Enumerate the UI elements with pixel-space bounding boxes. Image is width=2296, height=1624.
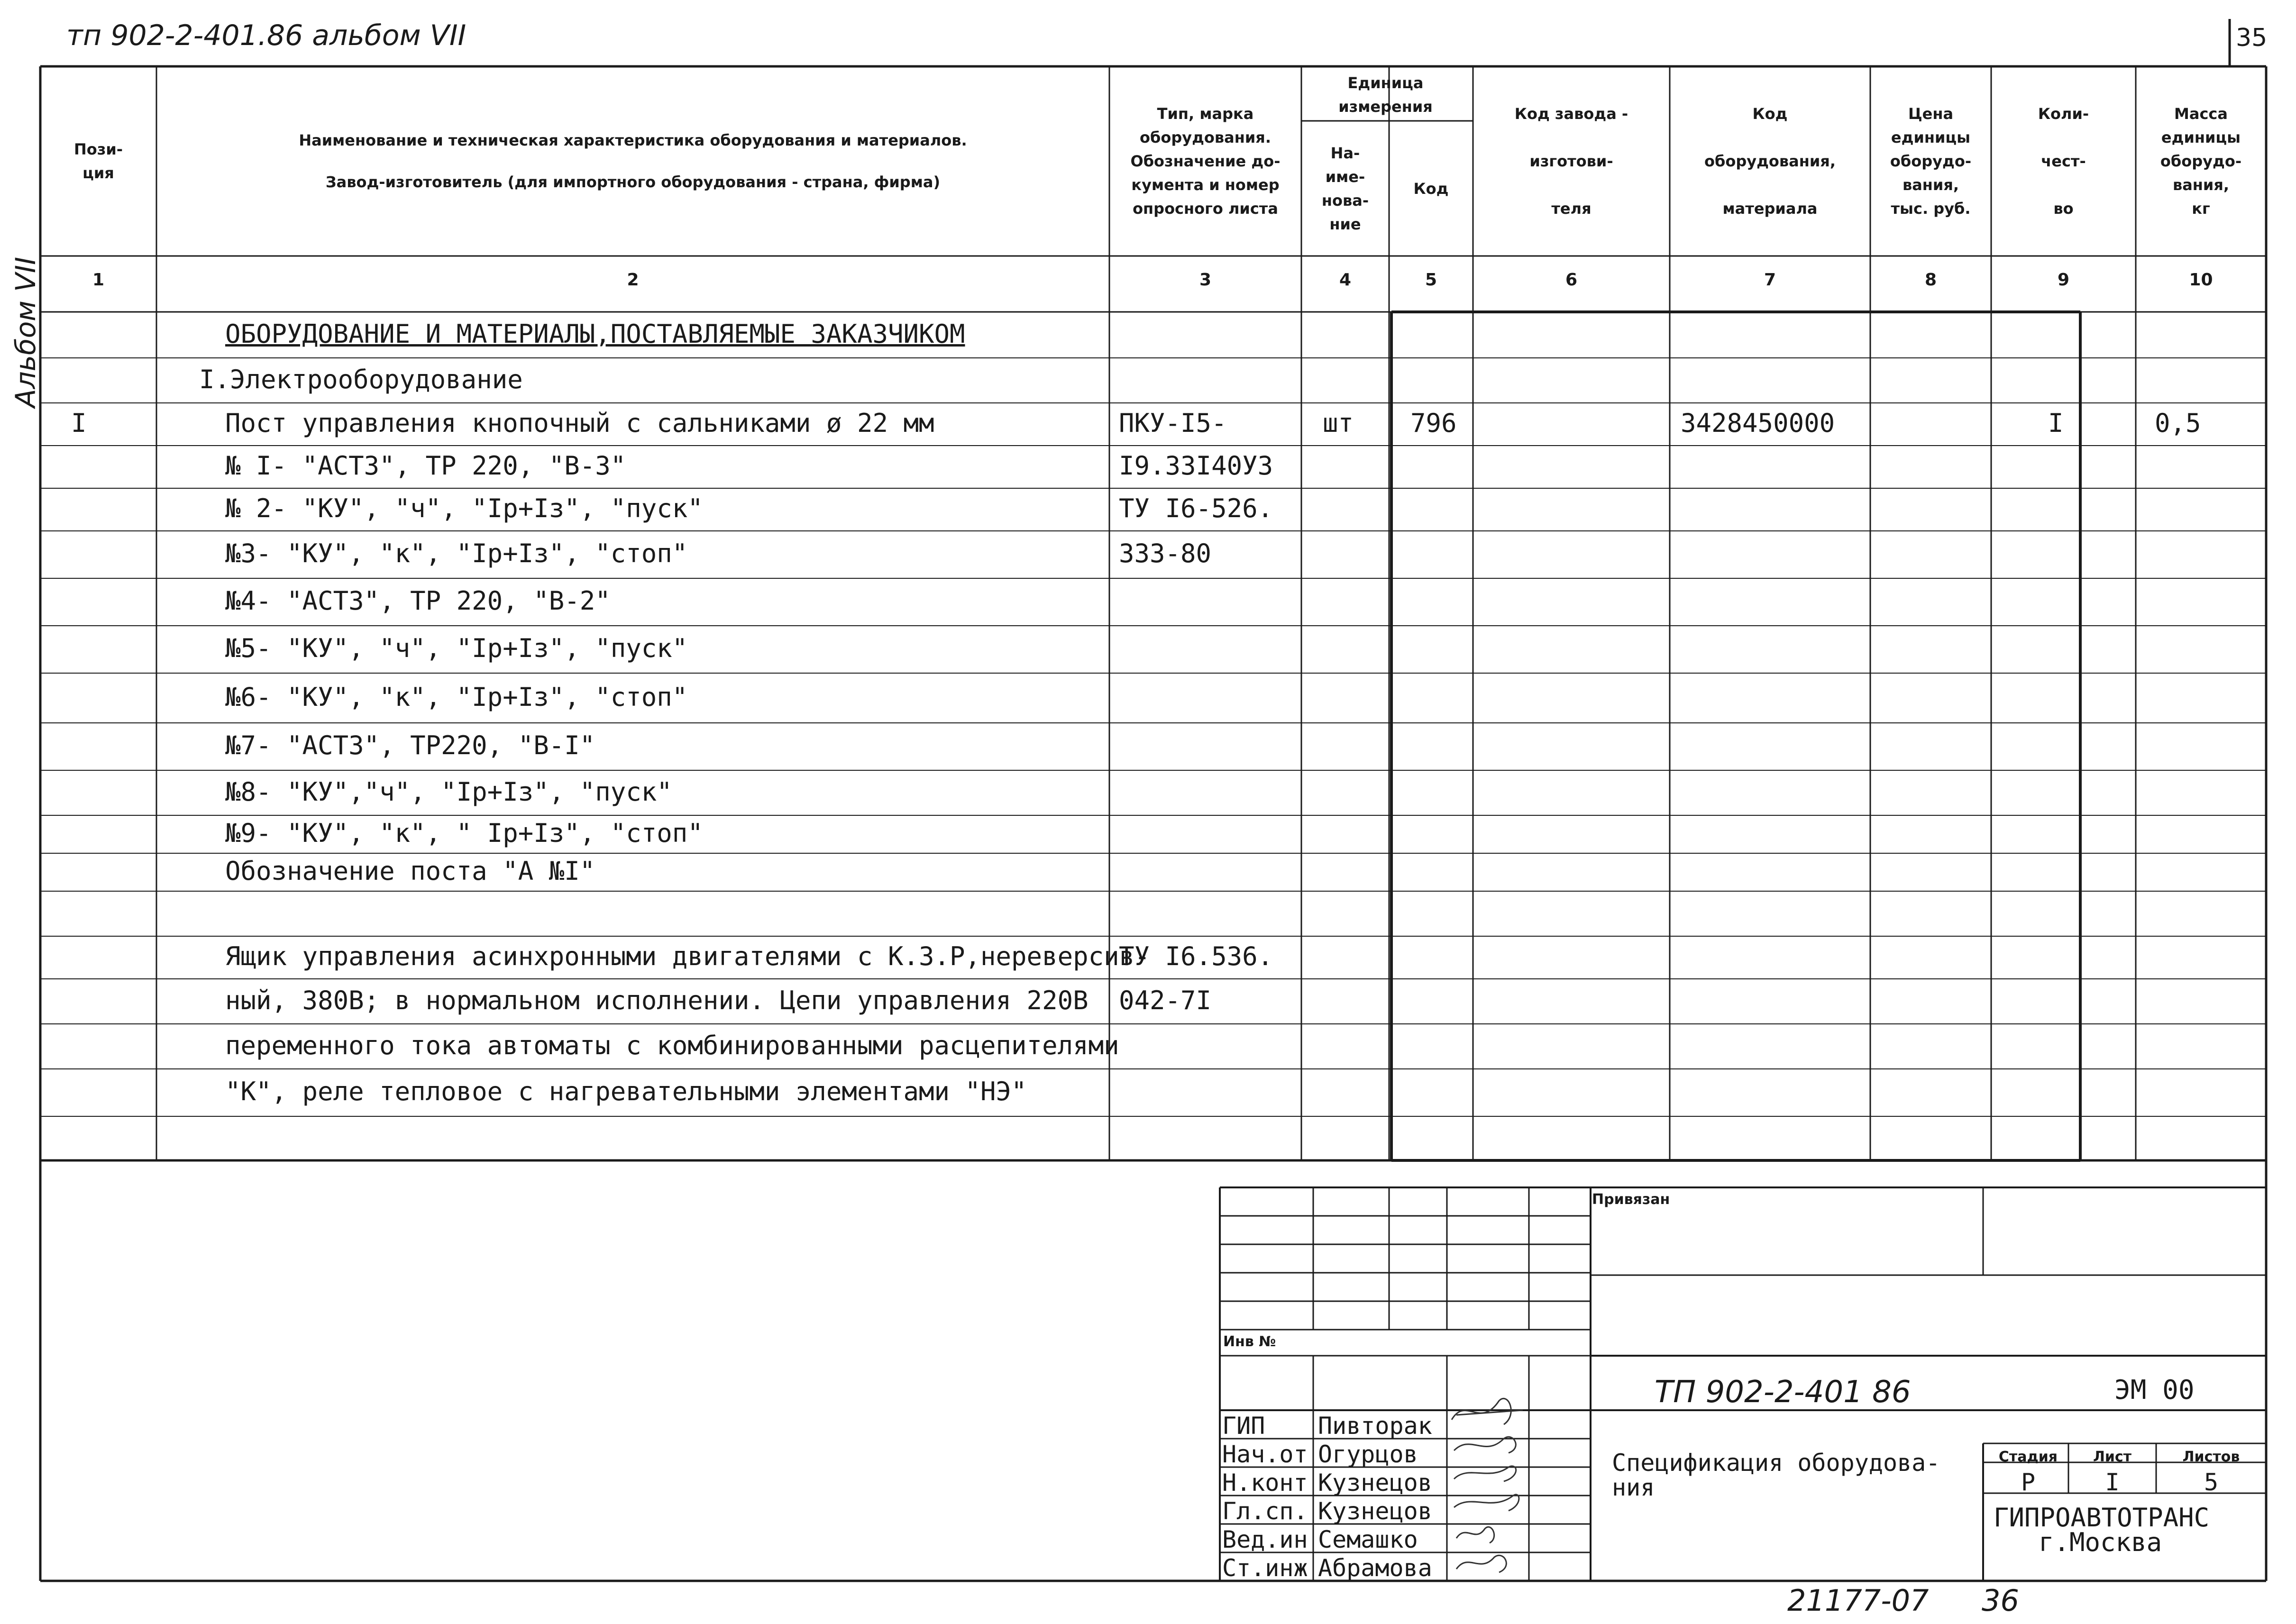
city: г.Москва: [2039, 1527, 2162, 1557]
signature-name: Кузнецов: [1318, 1497, 1432, 1525]
cell-type: 333-80: [1119, 538, 1212, 568]
signature-role: Н.конт: [1222, 1469, 1308, 1496]
cell-type: ПКУ-I5-: [1119, 408, 1227, 438]
column-number-10: 10: [2189, 270, 2213, 290]
cell-type: I9.33I40У3: [1119, 451, 1273, 481]
cell-name: Обозначение поста "А №I": [225, 856, 595, 886]
column-number-4: 4: [1339, 270, 1352, 290]
doc-number: ТП 902-2-401 86: [1655, 1375, 1911, 1410]
signature-role: ГИП: [1222, 1412, 1265, 1440]
table-row: [40, 403, 2266, 446]
cell-qty: I: [2048, 408, 2064, 438]
signature-name: Огурцов: [1318, 1441, 1418, 1468]
table-row: [40, 853, 2266, 891]
page-number: 35: [2236, 24, 2268, 52]
sheets-value: 5: [2204, 1469, 2219, 1496]
cell-name: №6- "КУ", "к", "Iр+Iз", "стоп": [225, 682, 688, 712]
signature-role: Ст.инж: [1222, 1554, 1308, 1582]
column-header-2: Наименование и техническая характеристика оборудования и материалов. Завод-изготовитель (для импортного оборудования - страна, фирма): [299, 131, 967, 191]
cell-name: №5- "КУ", "ч", "Iр+Iз", "пуск": [225, 633, 688, 663]
cell-name: №3- "КУ", "к", "Iр+Iз", "стоп": [225, 538, 688, 568]
cell-name: № 2- "КУ", "ч", "Iр+Iз", "пуск": [225, 493, 703, 523]
table-row: [40, 815, 2266, 853]
cell-name: "К", реле тепловое с нагревательными элементами "НЭ": [225, 1077, 1027, 1106]
table-row: [40, 1069, 2266, 1116]
cell-name: № I- "АСТЗ", ТР 220, "В-З": [225, 451, 626, 481]
sheets-label: Листов: [2182, 1449, 2240, 1465]
column-header-3: Тип, марка оборудования. Обозначение до- кумента и номер опросного листа: [1130, 105, 1281, 218]
column-number-3: 3: [1199, 270, 1212, 290]
table-row: [40, 891, 2266, 936]
cell-name: ОБОРУДОВАНИЕ И МАТЕРИАЛЫ,ПОСТАВЛЯЕМЫЕ ЗАКАЗЧИКОМ: [225, 319, 965, 349]
signature-role: Вед.ин: [1222, 1526, 1308, 1553]
cell-name: №7- "АСТЗ", ТР220, "В-I": [225, 730, 595, 760]
column-number-1: 1: [92, 270, 105, 290]
column-header-5: Код: [1413, 179, 1449, 198]
side-label: Альбом VII: [9, 256, 42, 408]
sheet-value: I: [2105, 1469, 2120, 1496]
cell-type: ТУ I6-526.: [1119, 493, 1273, 523]
column-number-6: 6: [1565, 270, 1578, 290]
cell-name: Пост управления кнопочный с сальниками ø 22 мм: [225, 408, 934, 438]
unit-group-title: Единица измерения: [1338, 74, 1433, 116]
stage-value: Р: [2021, 1469, 2036, 1496]
column-number-8: 8: [1924, 270, 1937, 290]
privyazan-label: Привязан: [1592, 1191, 1670, 1208]
cell-type: 042-7I: [1119, 985, 1212, 1015]
sheet-label: Лист: [2093, 1449, 2132, 1465]
table-row: [40, 488, 2266, 531]
inv-label: Инв №: [1223, 1333, 1276, 1350]
cell-name: переменного тока автоматы с комбинированными расцепителями: [225, 1030, 1119, 1060]
signature-role: Нач.от: [1222, 1441, 1308, 1468]
cell-name: №4- "АСТЗ", ТР 220, "В-2": [225, 586, 611, 616]
table-row: [40, 770, 2266, 815]
cell-unit-code: 796: [1410, 408, 1457, 438]
table-row: [40, 446, 2266, 488]
column-header-4: На- име- нова- ние: [1321, 144, 1369, 233]
table-row: [40, 1024, 2266, 1069]
signature-name: Кузнецов: [1318, 1469, 1432, 1496]
cell-name: ный, 380В; в нормальном исполнении. Цепи управления 220В: [225, 985, 1089, 1015]
cell-equip-code: 3428450000: [1681, 408, 1835, 438]
table-row: [40, 626, 2266, 673]
column-header-10: Масса единицы оборудо- вания, кг: [2160, 105, 2242, 218]
cell-name: Ящик управления асинхронными двигателями с К.З.Р,нереверсив-: [225, 941, 1150, 971]
column-header-6: Код завода - изготови- теля: [1514, 105, 1628, 218]
table-row: [40, 673, 2266, 723]
page-ref: 36: [1982, 1583, 2019, 1618]
signature-name: Пивторак: [1318, 1412, 1432, 1440]
doc-suffix: ЭМ 00: [2114, 1375, 2195, 1405]
table-row: [40, 312, 2266, 358]
table-row: [40, 531, 2266, 578]
column-number-5: 5: [1425, 270, 1437, 290]
column-header-1: Пози- ция: [73, 140, 123, 182]
archive-number: 21177-07: [1787, 1583, 1929, 1618]
table-row: [40, 358, 2266, 403]
stage-label: Стадия: [1998, 1449, 2058, 1465]
table-row: [40, 1116, 2266, 1160]
column-number-2: 2: [627, 270, 639, 290]
signature-name: Абрамова: [1318, 1554, 1432, 1582]
organization: ГИПРОАВТОТРАНС: [1994, 1503, 2210, 1533]
column-header-7: Код оборудования, материала: [1704, 105, 1836, 218]
cell-name: №9- "КУ", "к", " Iр+Iз", "стоп": [225, 818, 703, 848]
table-row: [40, 936, 2266, 979]
cell-type: ТУ I6.536.: [1119, 941, 1273, 971]
cell-mass: 0,5: [2155, 408, 2201, 438]
cell-pos: I: [71, 408, 87, 438]
doc-code: тп 902-2-401.86 альбом VII: [66, 19, 467, 52]
cell-name: I.Электрооборудование: [199, 364, 523, 394]
table-row: [40, 578, 2266, 626]
column-number-7: 7: [1764, 270, 1776, 290]
column-header-8: Цена единицы оборудо- вания, тыс. руб.: [1890, 105, 1972, 218]
column-header-9: Коли- чест- во: [2038, 105, 2089, 218]
cell-unit: шт: [1323, 408, 1354, 438]
signature-name: Семашко: [1318, 1526, 1418, 1553]
doc-title: Спецификация оборудова- ния: [1612, 1449, 1940, 1501]
handwritten-signatures-icon: [1447, 1387, 1532, 1586]
cell-name: №8- "КУ","ч", "Iр+Iз", "пуск": [225, 776, 672, 807]
signature-role: Гл.сп.: [1222, 1497, 1308, 1525]
table-row: [40, 723, 2266, 770]
table-row: [40, 979, 2266, 1024]
column-number-9: 9: [2057, 270, 2070, 290]
